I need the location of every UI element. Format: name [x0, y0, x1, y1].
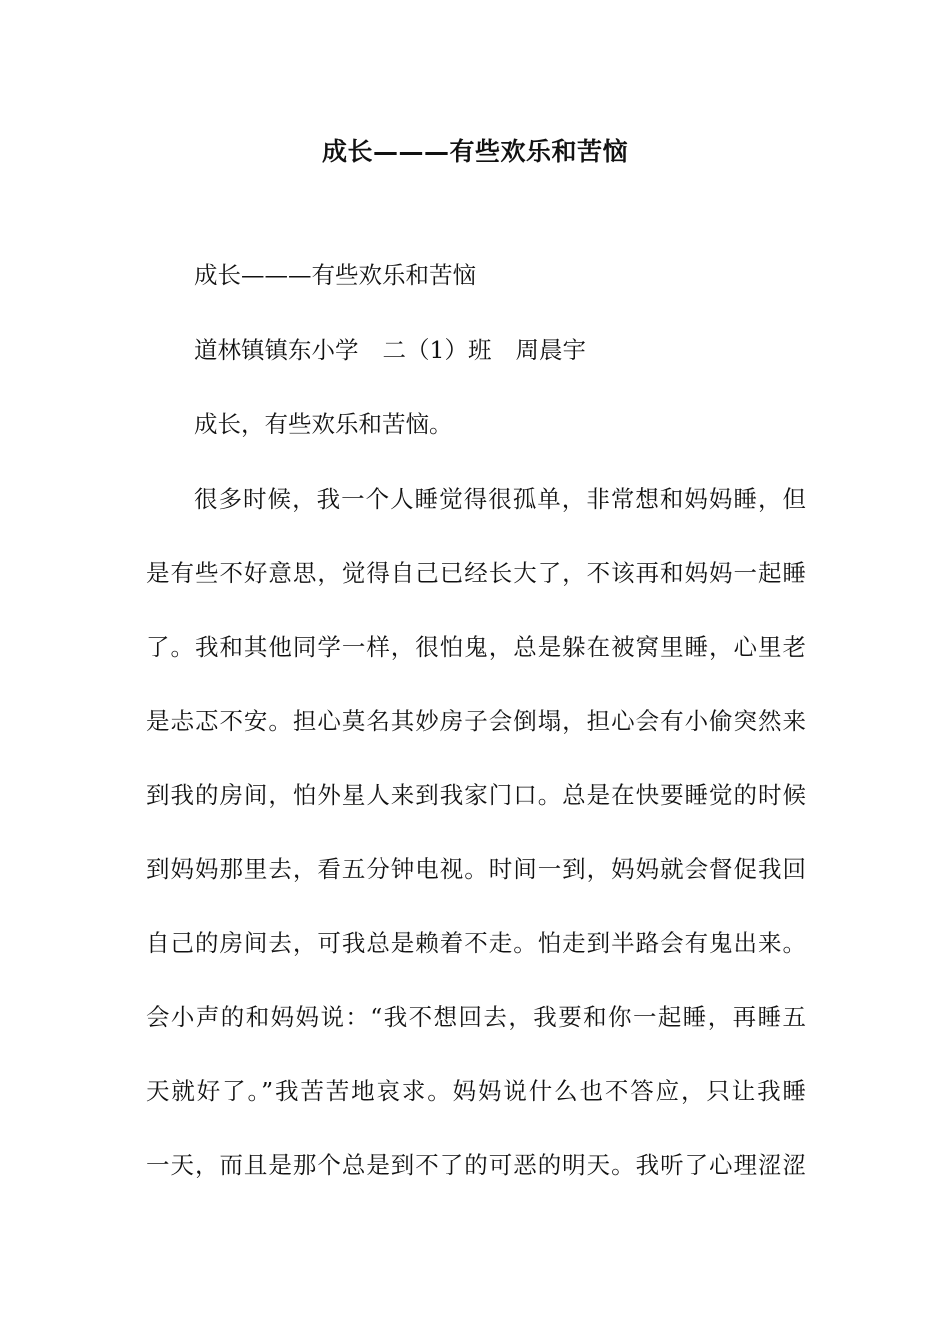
body-line: 了。我和其他同学一样，很怕鬼，总是躲在被窝里睡，心里老	[146, 633, 806, 661]
body-line: 自己的房间去，可我总是赖着不走。怕走到半路会有鬼出来。	[146, 929, 806, 957]
body-line: 天就好了。”我苦苦地哀求。妈妈说什么也不答应，只让我睡	[146, 1077, 806, 1105]
byline-author: 周晨宇	[515, 336, 586, 364]
body-line: 是忐忑不安。担心莫名其妙房子会倒塌，担心会有小偷突然来	[146, 707, 806, 735]
article-subtitle: 成长———有些欢乐和苦恼	[194, 261, 476, 289]
intro-paragraph: 成长，有些欢乐和苦恼。	[194, 410, 453, 438]
body-line: 很多时候，我一个人睡觉得很孤单，非常想和妈妈睡，但	[194, 485, 806, 513]
body-line: 是有些不好意思，觉得自己已经长大了，不该再和妈妈一起睡	[146, 559, 806, 587]
document-title: 成长———有些欢乐和苦恼	[321, 137, 628, 166]
body-line: 到妈妈那里去，看五分钟电视。时间一到，妈妈就会督促我回	[146, 855, 806, 883]
body-line: 会小声的和妈妈说：“我不想回去，我要和你一起睡，再睡五	[146, 1003, 806, 1031]
body-line: 到我的房间，怕外星人来到我家门口。总是在快要睡觉的时候	[146, 781, 806, 809]
byline-class: 二（1）班	[382, 336, 492, 364]
body-line: 一天，而且是那个总是到不了的可恶的明天。我听了心理涩涩	[146, 1151, 806, 1179]
byline	[194, 334, 806, 366]
byline-school: 道林镇镇东小学	[194, 336, 359, 364]
